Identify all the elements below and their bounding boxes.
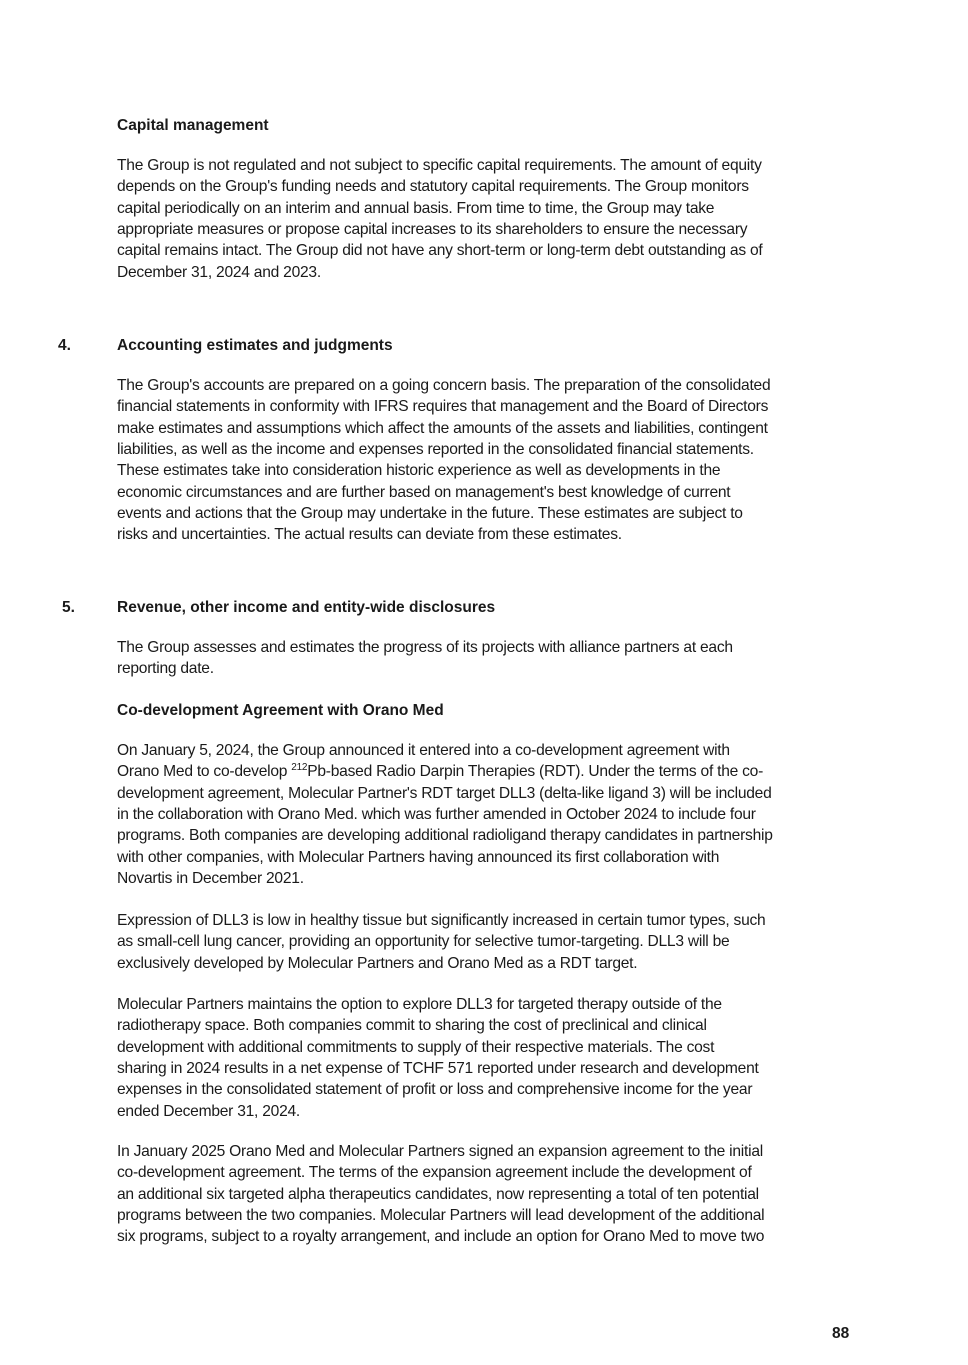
line: risks and uncertainties. The actual results can deviate from these estimates. [117,526,622,544]
orano-med-paragraph-1 [117,740,857,889]
capital-management-heading: Capital management [117,117,269,134]
line: programs between the two companies. Molecular Partners will lead development of the additional [117,1207,765,1225]
line: December 31, 2024 and 2023. [117,263,321,281]
isotope-superscript: 212 [291,762,308,774]
line: In January 2025 Orano Med and Molecular Partners signed an expansion agreement to the initial [117,1143,763,1160]
line: ended December 31, 2024. [117,1102,300,1120]
line: The Group assesses and estimates the progress of its projects with alliance partners at each [117,639,733,656]
line: development with additional commitments to supply of their respective materials. The cost [117,1038,715,1056]
line: These estimates take into consideration historic experience as well as developments in the [117,462,721,480]
section-5-intro [117,637,857,680]
line: radiotherapy space. Both companies commit to sharing the cost of preclinical and clinical [117,1017,707,1035]
line: co-development agreement. The terms of the expansion agreement include the development of [117,1164,752,1182]
line: programs. Both companies are developing additional radioligand therapy candidates in partnership [117,827,773,845]
line: financial statements in conformity with IFRS requires that management and the Board of Directors [117,398,769,416]
line: development agreement, Molecular Partner's RDT target DLL3 (delta-like ligand 3) will be included [117,784,772,802]
line: Novartis in December 2021. [117,870,304,888]
line: economic circumstances and are further based on management's best knowledge of current [117,483,731,501]
line: capital remains intact. The Group did not have any short-term or long-term debt outstanding as of [117,242,763,260]
orano-med-paragraph-4 [117,1141,857,1248]
text: Orano Med to co-develop [117,763,292,781]
section-4-heading: Accounting estimates and judgments [117,337,393,354]
paragraph-rest [117,783,857,890]
section-5-heading: Revenue, other income and entity-wide disclosures [117,599,496,616]
line: exclusively developed by Molecular Partners and Orano Med as a RDT target. [117,954,638,972]
line: appropriate measures or propose capital increases to its shareholders to ensure the necessary [117,221,748,239]
line: as small-cell lung cancer, providing an opportunity for selective tumor-targeting. DLL3 will be [117,933,730,951]
line: reporting date. [117,660,214,678]
line: Expression of DLL3 is low in healthy tissue but significantly increased in certain tumor types, such [117,912,766,929]
line: events and actions that the Group may undertake in the future. These estimates are subject to [117,505,743,523]
line: depends on the Group's funding needs and statutory capital requirements. The Group monitors [117,178,749,196]
line: in the collaboration with Orano Med. which was further amended in October 2024 to include four [117,806,756,824]
orano-med-paragraph-3 [117,994,857,1122]
section-4-number: 4. [58,337,71,354]
line: On January 5, 2024, the Group announced it entered into a co-development agreement with [117,742,730,759]
line [117,761,857,782]
page-number: 88 [832,1325,850,1342]
line: make estimates and assumptions which affect the amounts of the assets and liabilities, contingent [117,419,768,437]
line: Molecular Partners maintains the option to explore DLL3 for targeted therapy outside of the [117,996,722,1013]
line: six programs, subject to a royalty arrangement, and include an option for Orano Med to move two [117,1228,765,1246]
orano-med-paragraph-2 [117,910,857,974]
orano-med-subheading: Co-development Agreement with Orano Med [117,702,444,719]
line: with other companies, with Molecular Partners having announced its first collaboration with [117,848,720,866]
line: liabilities, as well as the income and expenses reported in the consolidated financial statements. [117,441,754,459]
line: capital periodically on an interim and annual basis. From time to time, the Group may take [117,199,715,217]
line: expenses in the consolidated statement of profit or loss and comprehensive income for the year [117,1081,753,1099]
capital-management-paragraph [117,155,857,283]
line: The Group is not regulated and not subject to specific capital requirements. The amount of equity [117,157,762,174]
line: sharing in 2024 results in a net expense of TCHF 571 reported under research and development [117,1060,759,1078]
section-5-number: 5. [62,599,75,616]
text: Pb-based Radio Darpin Therapies (RDT). Under the terms of the co- [307,763,764,781]
line: an additional six targeted alpha therapeutics candidates, now representing a total of ten potential [117,1185,759,1203]
line: The Group's accounts are prepared on a going concern basis. The preparation of the consolidated [117,377,771,394]
section-4-paragraph [117,375,857,546]
